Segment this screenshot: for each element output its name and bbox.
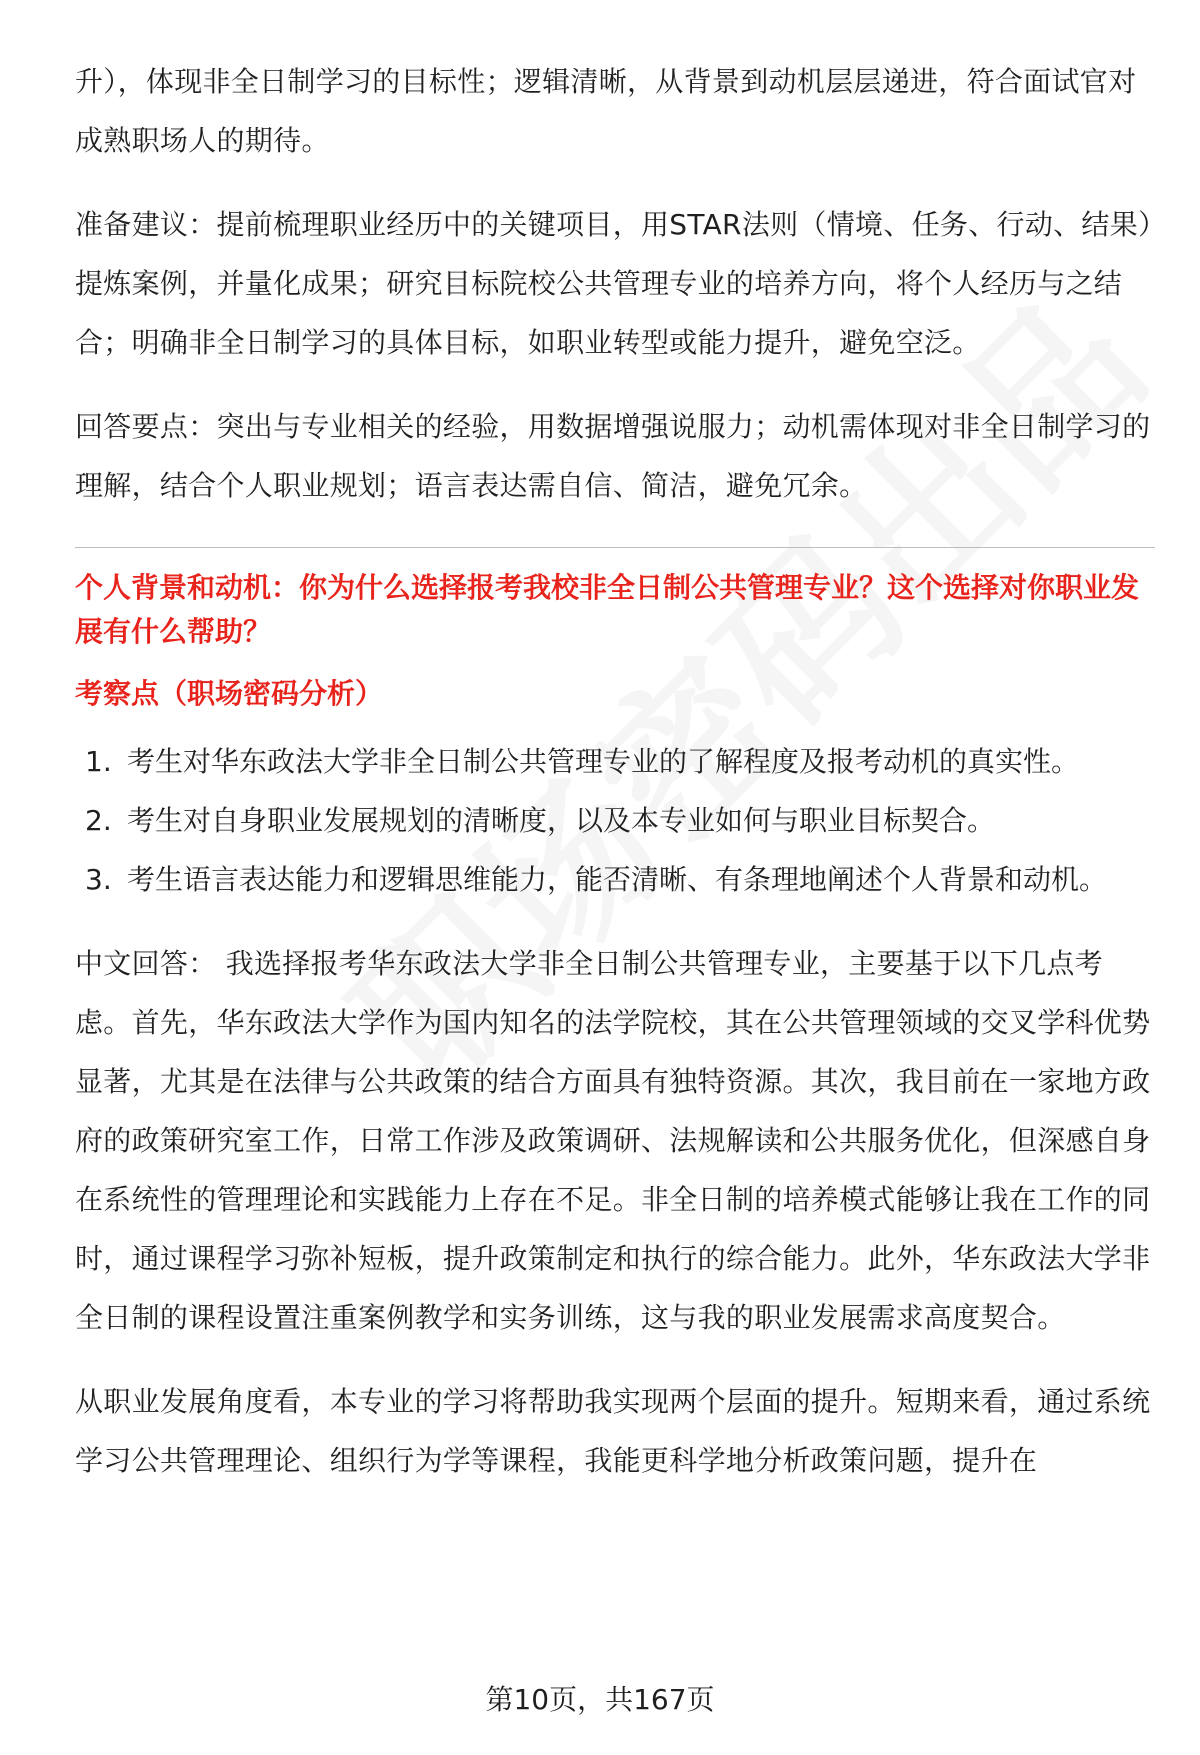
list-item-number: 1.	[85, 745, 112, 778]
list-item	[75, 850, 1155, 909]
question-title: 个人背景和动机：你为什么选择报考我校非全日制公共管理专业？这个选择对你职业发展有什么帮助？	[75, 571, 1140, 648]
prep-advice-paragraph: 准备建议：提前梳理职业经历中的关键项目，用STAR法则（情境、任务、行动、结果）提炼案例，并量化成果；研究目标院校公共管理专业的培养方向，将个人经历与之结合；明确非全日制学习的具体目标，如职业转型或能力提升，避免空泛。	[75, 208, 1153, 359]
document-page	[75, 52, 1155, 1490]
list-item	[75, 732, 1155, 791]
answer-points-paragraph: 回答要点：突出与专业相关的经验，用数据增强说服力；动机需体现对非全日制学习的理解，结合个人职业规划；语言表达需自信、简洁，避免冗余。	[75, 410, 1151, 502]
list-item	[75, 791, 1155, 850]
exam-points-title: 考察点（职场密码分析）	[75, 677, 384, 710]
list-item-text: 考生对自身职业发展规划的清晰度，以及本专业如何与职业目标契合。	[127, 804, 996, 837]
list-item-text: 考生语言表达能力和逻辑思维能力，能否清晰、有条理地阐述个人背景和动机。	[127, 863, 1108, 896]
chinese-answer-paragraph: 中文回答： 我选择报考华东政法大学非全日制公共管理专业，主要基于以下几点考虑。首先，华东政法大学作为国内知名的法学院校，其在公共管理领域的交叉学科优势显著，尤其是在法律与公共政策的结合方面具有独特资源。其次，我目前在一家地方政府的政策研究室工作，日常工作涉及政策调研、法规解读和公共服务优化，但深感自身在系统性的管理理论和实践能力上存在不足。非全日制的培养模式能够让我在工作的同时，通过课程学习弥补短板，提升政策制定和执行的综合能力。此外，华东政法大学非全日制的课程设置注重案例教学和实务训练，这与我的职业发展需求高度契合。	[75, 947, 1151, 1334]
list-item-number: 3.	[85, 863, 112, 896]
page-footer: 第10页，共167页	[485, 1683, 715, 1716]
exam-points-list	[75, 732, 1155, 909]
list-item-number: 2.	[85, 804, 112, 837]
section-divider	[75, 547, 1155, 548]
career-paragraph: 从职业发展角度看，本专业的学习将帮助我实现两个层面的提升。短期来看，通过系统学习公共管理理论、组织行为学等课程，我能更科学地分析政策问题，提升在	[75, 1385, 1151, 1477]
list-item-text: 考生对华东政法大学非全日制公共管理专业的了解程度及报考动机的真实性。	[127, 745, 1080, 778]
continuation-paragraph: 升），体现非全日制学习的目标性；逻辑清晰，从背景到动机层层递进，符合面试官对成熟职场人的期待。	[75, 65, 1137, 157]
